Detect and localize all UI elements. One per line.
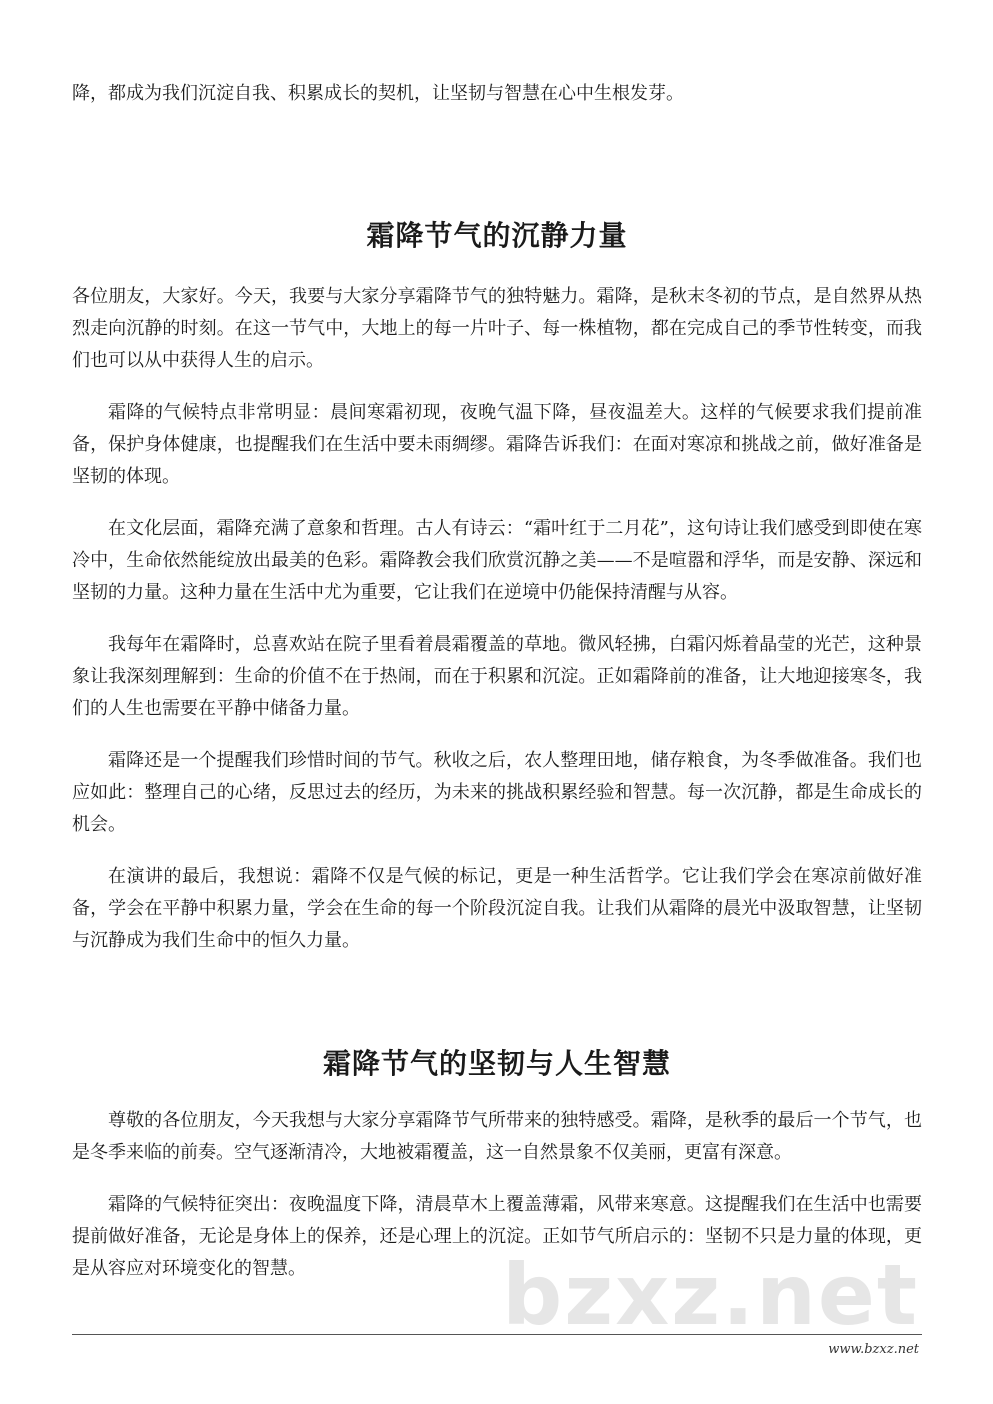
paragraph: 在演讲的最后，我想说：霜降不仅是气候的标记，更是一种生活哲学。它让我们学会在寒凉前做好准备，学会在平静中积累力量，学会在生命的每一个阶段沉淀自我。让我们从霜降的晨光中汲取智慧，让坚韧与沉静成为我们生命中的恒久力量。 [72,866,922,951]
section-title: 霜降节气的沉静力量 [366,219,628,252]
section-body [72,1105,922,1285]
continued-paragraph: 降，都成为我们沉淀自我、积累成长的契机，让坚韧与智慧在心中生根发芽。 [72,83,684,104]
watermark-logo: bzxz.net [502,1246,919,1344]
paragraph: 尊敬的各位朋友，今天我想与大家分享霜降节气所带来的独特感受。霜降，是秋季的最后一个节气，也是冬季来临的前奏。空气逐渐清冷，大地被霜覆盖，这一自然景象不仅美丽，更富有深意。 [72,1110,922,1163]
paragraph: 霜降还是一个提醒我们珍惜时间的节气。秋收之后，农人整理田地，储存粮食，为冬季做准备。我们也应如此：整理自己的心绪，反思过去的经历，为未来的挑战积累经验和智慧。每一次沉静，都是生命成长的机会。 [72,750,922,835]
paragraph: 霜降的气候特点非常明显：晨间寒霜初现，夜晚气温下降，昼夜温差大。这样的气候要求我们提前准备，保护身体健康，也提醒我们在生活中要未雨绸缪。霜降告诉我们：在面对寒凉和挑战之前，做好准备是坚韧的体现。 [72,402,922,487]
section-body [72,281,922,957]
paragraph: 各位朋友，大家好。今天，我要与大家分享霜降节气的独特魅力。霜降，是秋末冬初的节点，是自然界从热烈走向沉静的时刻。在这一节气中，大地上的每一片叶子、每一株植物，都在完成自己的季节性转变，而我们也可以从中获得人生的启示。 [72,286,922,371]
paragraph: 霜降的气候特征突出：夜晚温度下降，清晨草木上覆盖薄霜，风带来寒意。这提醒我们在生活中也需要提前做好准备，无论是身体上的保养，还是心理上的沉淀。正如节气所启示的：坚韧不只是力量的体现，更是从容应对环境变化的智慧。 [72,1194,922,1279]
footer-divider [72,1334,922,1335]
paragraph: 在文化层面，霜降充满了意象和哲理。古人有诗云：“霜叶红于二月花”，这句诗让我们感受到即使在寒冷中，生命依然能绽放出最美的色彩。霜降教会我们欣赏沉静之美——不是喧嚣和浮华，而是安静、深远和坚韧的力量。这种力量在生活中尤为重要，它让我们在逆境中仍能保持清醒与从容。 [72,518,922,603]
footer-url: www.bzxz.net [828,1342,919,1357]
section-title: 霜降节气的坚韧与人生智慧 [322,1047,671,1080]
paragraph: 我每年在霜降时，总喜欢站在院子里看着晨霜覆盖的草地。微风轻拂，白霜闪烁着晶莹的光芒，这种景象让我深刻理解到：生命的价值不在于热闹，而在于积累和沉淀。正如霜降前的准备，让大地迎接寒冬，我们的人生也需要在平静中储备力量。 [72,634,922,719]
